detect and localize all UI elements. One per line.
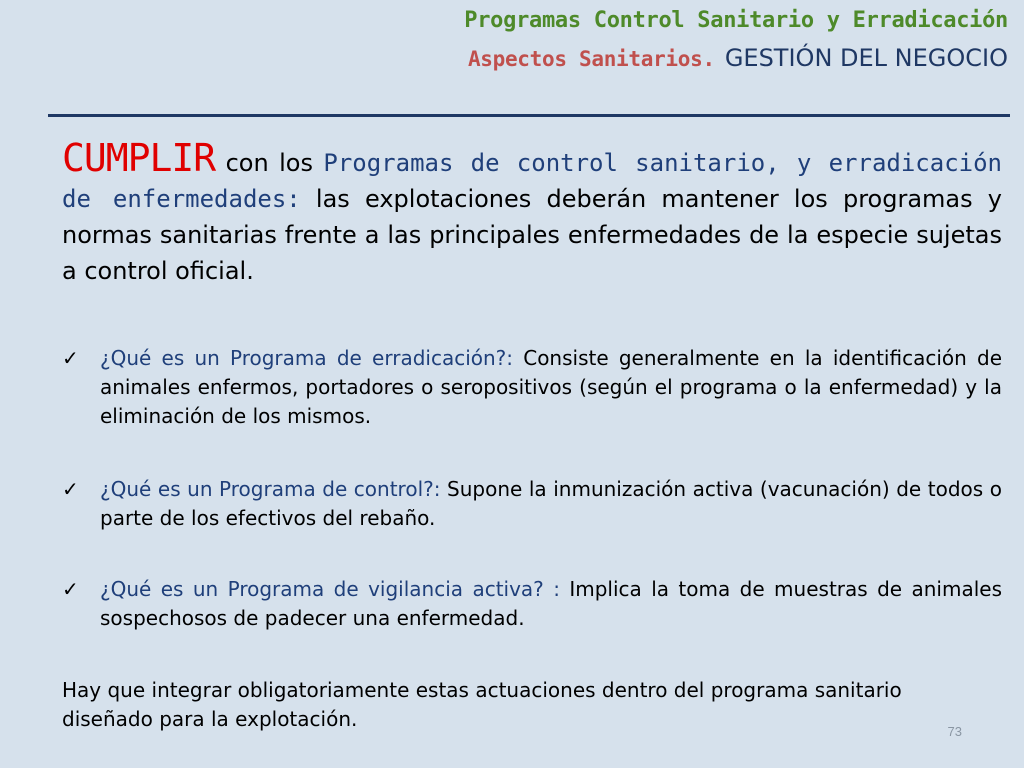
slide-subtitle: Aspectos Sanitarios. — [467, 47, 715, 71]
page-number: 73 — [947, 724, 962, 739]
slide-section: GESTIÓN DEL NEGOCIO — [724, 44, 1008, 72]
title-divider — [48, 114, 1010, 117]
bullet-question: ¿Qué es un Programa de erradicación?: — [100, 346, 514, 370]
checkmark-icon: ✓ — [62, 577, 79, 601]
intro-highlight: Programas de control sanitario, y erradicación de enfermedades: — [62, 149, 1002, 213]
slide-subtitle-line — [464, 38, 1008, 81]
bullet-text — [100, 575, 1002, 633]
slide-title: Programas Control Sanitario y Erradicación — [464, 8, 1008, 33]
intro-lead-word: CUMPLIR — [62, 136, 216, 180]
bullet-question: ¿Qué es un Programa de control?: — [100, 477, 441, 501]
bullet-question: ¿Qué es un Programa de vigilancia activa? : — [100, 577, 560, 601]
bullet-text — [100, 344, 1002, 431]
bullet-item — [62, 344, 1002, 431]
bullet-item — [62, 575, 1002, 633]
intro-paragraph — [62, 136, 1003, 289]
closing-paragraph: Hay que integrar obligatoriamente estas actuaciones dentro del programa sanitario diseñado para la explotación. — [62, 678, 902, 731]
bullet-answer: Supone la inmunización activa (vacunación) de todos o parte de los efectivos del rebaño. — [100, 477, 1002, 530]
slide-header — [464, 4, 1008, 81]
bullet-answer: Consiste generalmente en la identificación de animales enfermos, portadores o seropositivos (según el programa o la enfermedad) y la eliminación de los mismos. — [100, 346, 1002, 428]
bullet-text — [100, 475, 1002, 533]
intro-text-1: con los — [215, 149, 324, 177]
bullet-item — [62, 475, 1002, 533]
intro-text-2: las explotaciones deberán mantener los programas y normas sanitarias frente a las principales enfermedades de la especie sujetas a control oficial. — [62, 185, 1003, 285]
bullet-answer: Implica la toma de muestras de animales sospechosos de padecer una enfermedad. — [100, 577, 1003, 630]
checkmark-icon: ✓ — [62, 477, 79, 501]
checkmark-icon: ✓ — [62, 346, 79, 370]
